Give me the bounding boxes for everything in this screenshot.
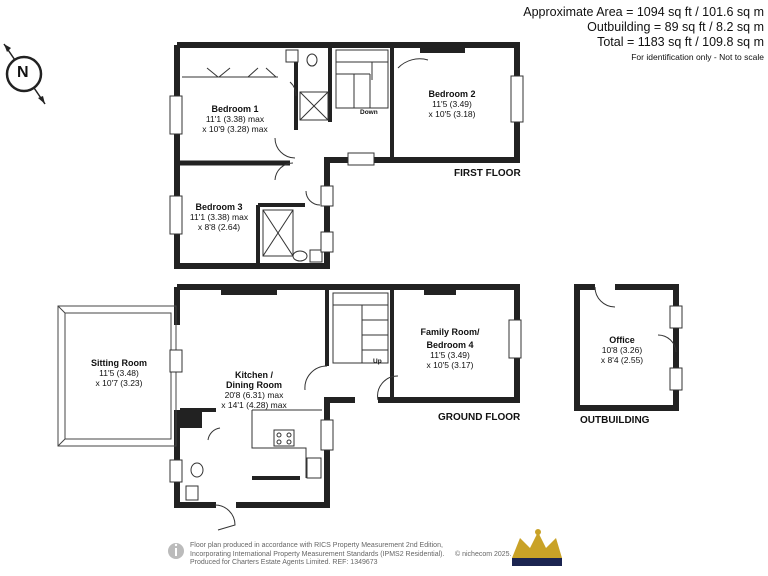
room-bedroom-3 — [190, 202, 248, 232]
room-dim: 11'1 (3.38) max — [189, 212, 249, 222]
outbuilding-label: OUTBUILDING — [580, 415, 650, 426]
room-dim: 20'8 (6.31) max — [224, 390, 284, 400]
room-bedroom-2 — [428, 89, 475, 119]
total-area-text: Total = 1183 sq ft / 109.8 sq m — [597, 35, 764, 49]
room-kitchen-dining — [221, 370, 286, 410]
footer-line: Produced for Charters Estate Agents Limited. REF: 1349673 — [190, 559, 378, 566]
room-name: Bedroom 4 — [426, 340, 474, 350]
room-name: Family Room/ — [420, 327, 480, 337]
info-icon — [168, 543, 184, 559]
room-bedroom-1 — [202, 104, 267, 134]
room-dim: 11'1 (3.38) max — [205, 114, 265, 124]
room-name: Dining Room — [226, 380, 282, 390]
room-name: Bedroom 3 — [195, 202, 243, 212]
room-dim: x 10'9 (3.28) max — [202, 124, 268, 134]
room-sitting-room — [91, 358, 147, 388]
outbuilding-area-text: Outbuilding = 89 sq ft / 8.2 sq m — [587, 20, 764, 34]
approx-area-text: Approximate Area = 1094 sq ft / 101.6 sq m — [523, 5, 764, 19]
room-dim: x 8'4 (2.55) — [600, 355, 644, 365]
room-name: Sitting Room — [91, 358, 147, 368]
compass-letter: N — [17, 64, 29, 81]
first-floor-label: FIRST FLOOR — [454, 168, 521, 179]
first-floor-walls — [177, 45, 517, 266]
ground-floor-label: GROUND FLOOR — [438, 412, 521, 423]
room-office — [601, 335, 643, 365]
room-dim: 11'5 (3.49) — [430, 350, 470, 360]
room-name: Kitchen / — [234, 370, 273, 380]
room-name: Bedroom 1 — [211, 104, 259, 114]
identification-note: For identification only - Not to scale — [631, 52, 764, 62]
room-dim: x 10'5 (3.18) — [428, 109, 476, 119]
footer-line: Incorporating International Property Measurement Standards (IPMS2 Residential). — [190, 550, 445, 558]
footer-line: Floor plan produced in accordance with RICS Property Measurement 2nd Edition, — [190, 542, 443, 549]
room-name: Office — [609, 335, 635, 345]
room-dim: x 14'1 (4.28) max — [221, 400, 287, 410]
room-dim: x 10'5 (3.17) — [426, 360, 474, 370]
room-dim: 10'8 (3.26) — [601, 345, 643, 355]
room-name: Bedroom 2 — [428, 89, 476, 99]
stair-down-label: Down — [360, 109, 378, 116]
room-dim: x 8'8 (2.64) — [197, 222, 241, 232]
footer-text — [190, 542, 444, 568]
room-dim: 11'5 (3.48) — [99, 368, 139, 378]
nichecom-crown-logo — [512, 529, 562, 566]
stair-up-label: Up — [373, 358, 382, 365]
room-dim: x 10'7 (3.23) — [95, 378, 143, 388]
room-dim: 11'5 (3.49) — [432, 99, 472, 109]
copyright-text: © nichecom 2025. — [455, 551, 512, 558]
room-family-bedroom-4 — [420, 327, 479, 370]
